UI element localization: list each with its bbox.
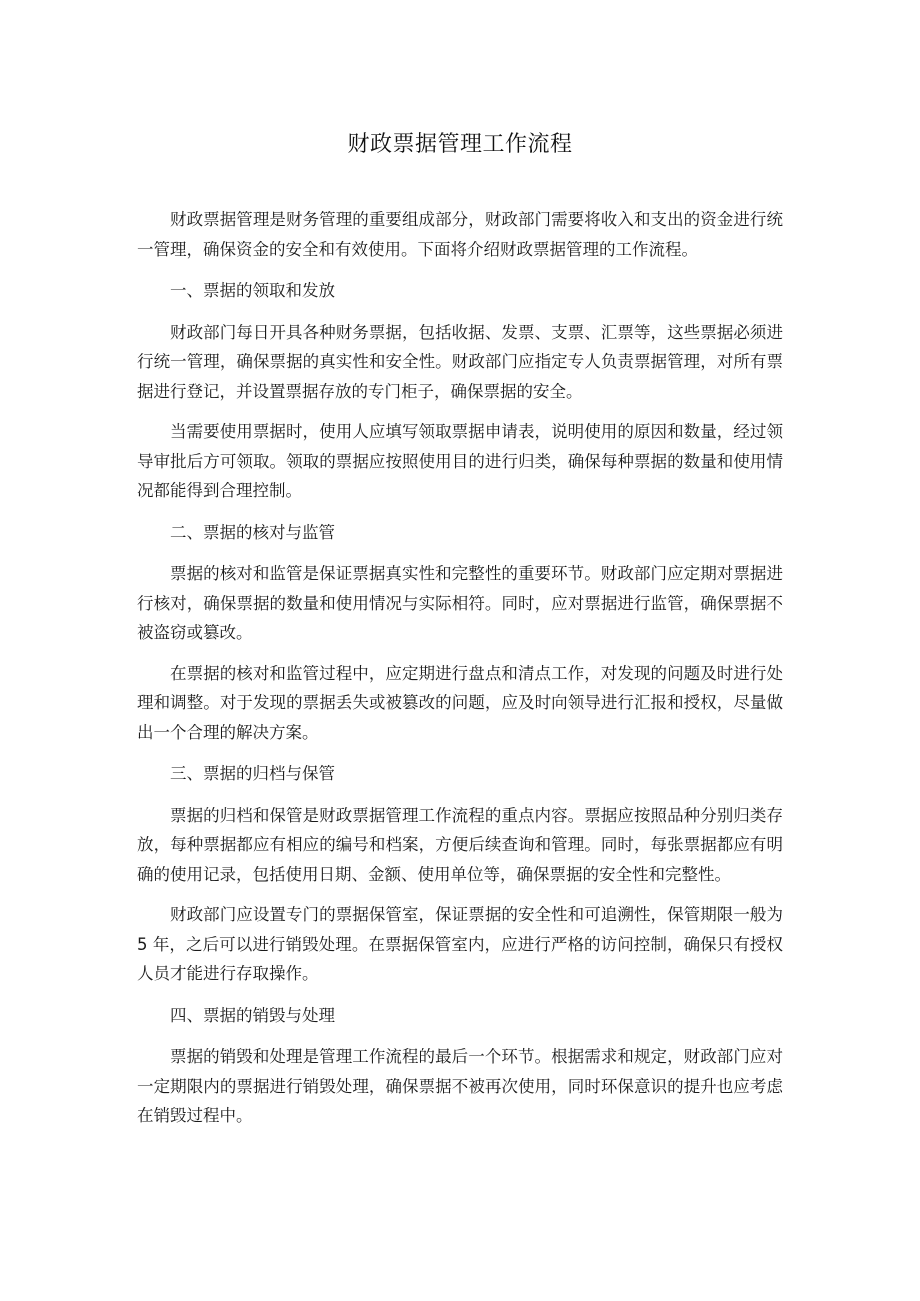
body-paragraph: 票据的核对和监管是保证票据真实性和完整性的重要环节。财政部门应定期对票据进行核对，确保票据的数量和使用情况与实际相符。同时，应对票据进行监管，确保票据不被盗窃或篡改。 <box>137 564 783 642</box>
body-paragraph: 当需要使用票据时，使用人应填写领取票据申请表，说明使用的原因和数量，经过领导审批后方可领取。领取的票据应按照使用目的进行归类，确保每种票据的数量和使用情况都能得到合理控制。 <box>137 422 783 500</box>
document-title: 财政票据管理工作流程 <box>347 132 573 157</box>
section-heading-4: 四、票据的销毁与处理 <box>170 1005 335 1025</box>
body-paragraph: 在票据的核对和监管过程中，应定期进行盘点和清点工作，对发现的问题及时进行处理和调整。对于发现的票据丢失或被篡改的问题，应及时向领导进行汇报和授权，尽量做出一个合理的解决方案。 <box>137 663 783 742</box>
body-paragraph: 票据的归档和保管是财政票据管理工作流程的重点内容。票据应按照品种分别归类存放，每种票据都应有相应的编号和档案，方便后续查询和管理。同时，每张票据都应有明确的使用记录，包括使用日期、金额、使用单位等，确保票据的安全性和完整性。 <box>137 805 783 884</box>
body-paragraph: 财政部门应设置专门的票据保管室，保证票据的安全性和可追溯性，保管期限一般为 5 年，之后可以进行销毁处理。在票据保管室内，应进行严格的访问控制，确保只有授权人员才能进行存取操作。 <box>137 905 783 983</box>
intro-paragraph: 财政票据管理是财务管理的重要组成部分，财政部门需要将收入和支出的资金进行统一管理，确保资金的安全和有效使用。下面将介绍财政票据管理的工作流程。 <box>137 210 783 259</box>
body-paragraph: 票据的销毁和处理是管理工作流程的最后一个环节。根据需求和规定，财政部门应对一定期限内的票据进行销毁处理，确保票据不被再次使用，同时环保意识的提升也应考虑在销毁过程中。 <box>137 1047 783 1125</box>
section-heading-1: 一、票据的领取和发放 <box>170 281 335 300</box>
section-heading-3: 三、票据的归档与保管 <box>170 764 335 783</box>
body-paragraph: 财政部门每日开具各种财务票据，包括收据、发票、支票、汇票等，这些票据必须进行统一管理，确保票据的真实性和安全性。财政部门应指定专人负责票据管理，对所有票据进行登记，并设置票据存放的专门柜子，确保票据的安全。 <box>137 322 783 401</box>
section-heading-2: 二、票据的核对与监管 <box>170 522 335 542</box>
document-body <box>137 205 783 1131</box>
